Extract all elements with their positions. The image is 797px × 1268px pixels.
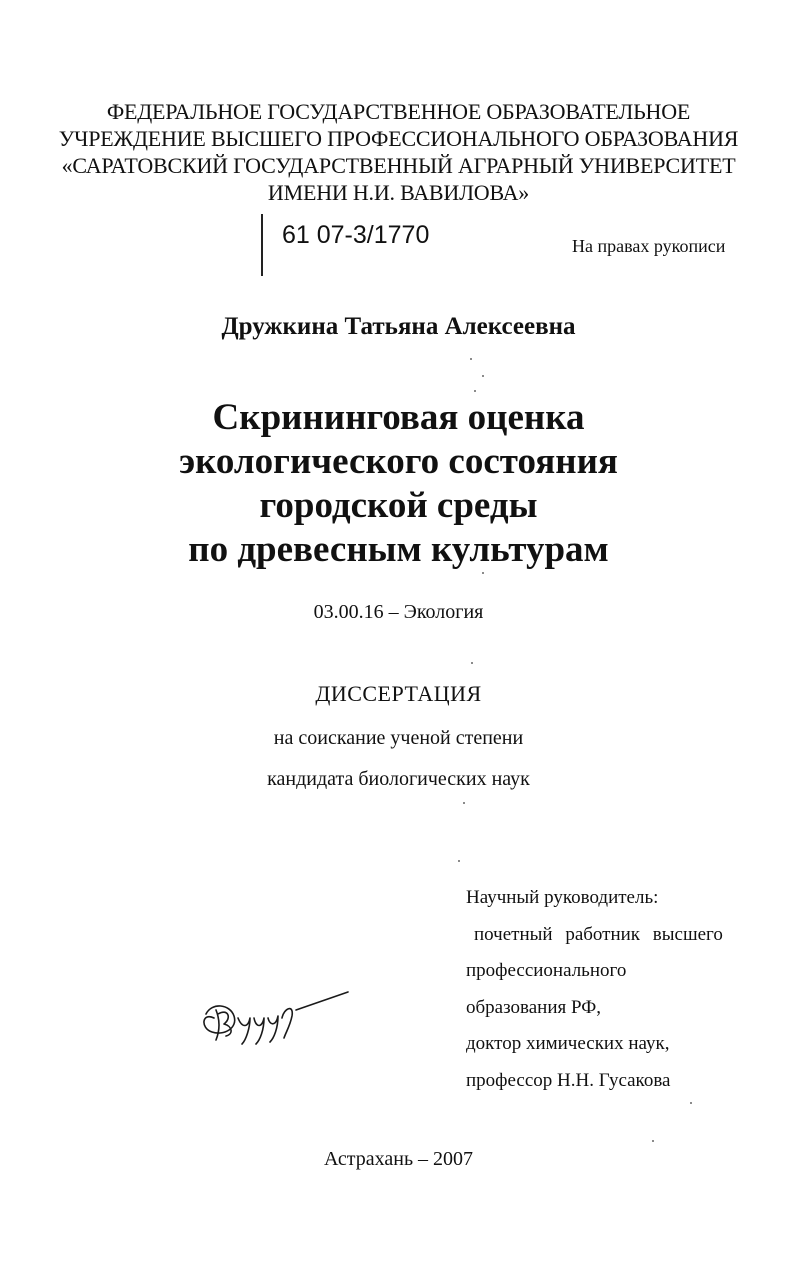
scan-speck: [458, 860, 460, 862]
supervisor-line: профессор Н.Н. Гусакова: [466, 1069, 671, 1091]
institution-line: ФЕДЕРАЛЬНОЕ ГОСУДАРСТВЕННОЕ ОБРАЗОВАТЕЛЬНОЕ: [106, 99, 691, 124]
manuscript-rights-note: На правах рукописи: [572, 236, 726, 256]
specialty-code: 03.00.16 – Экология: [313, 601, 484, 623]
supervisor-line: профессионального: [466, 960, 627, 981]
registry-stamp-number: 61 07-3/1770: [282, 221, 430, 249]
title-line: Скрининговая оценка: [212, 397, 585, 438]
scan-speck: [652, 1140, 654, 1142]
scan-speck: [471, 662, 473, 664]
author-name: Дружкина Татьяна Алексеевна: [221, 313, 576, 340]
institution-header: [0, 98, 797, 206]
city-year: Астрахань – 2007: [323, 1148, 474, 1170]
degree-line-1: на соискание ученой степени: [273, 727, 524, 749]
supervisor-line: образования РФ,: [466, 996, 601, 1018]
title-line: городской среды: [259, 485, 538, 526]
dissertation-title: [0, 396, 797, 572]
supervisor-line: почетный работник высшего: [474, 923, 723, 945]
institution-line: «САРАТОВСКИЙ ГОСУДАРСТВЕННЫЙ АГРАРНЫЙ УНИВЕРСИТЕТ: [61, 153, 736, 178]
stamp-divider: [261, 214, 263, 276]
degree-line-2: кандидата биологических наук: [267, 768, 530, 790]
scan-speck: [470, 358, 472, 360]
scan-speck: [482, 375, 484, 377]
title-line: экологического состояния: [179, 441, 618, 482]
scan-speck: [474, 390, 476, 392]
handwritten-signature: [198, 988, 358, 1048]
supervisor-heading: Научный руководитель:: [466, 887, 659, 908]
scan-speck: [690, 1102, 692, 1104]
institution-line: УЧРЕЖДЕНИЕ ВЫСШЕГО ПРОФЕССИОНАЛЬНОГО ОБРАЗОВАНИЯ: [58, 126, 739, 151]
scan-speck: [463, 802, 465, 804]
scan-speck: [482, 572, 484, 574]
dissertation-label: ДИССЕРТАЦИЯ: [315, 681, 482, 706]
title-line: по древесным культурам: [188, 529, 609, 570]
institution-line: ИМЕНИ Н.И. ВАВИЛОВА»: [267, 180, 530, 205]
supervisor-line: доктор химических наук,: [466, 1033, 670, 1054]
scientific-supervisor-block: [466, 880, 723, 1099]
